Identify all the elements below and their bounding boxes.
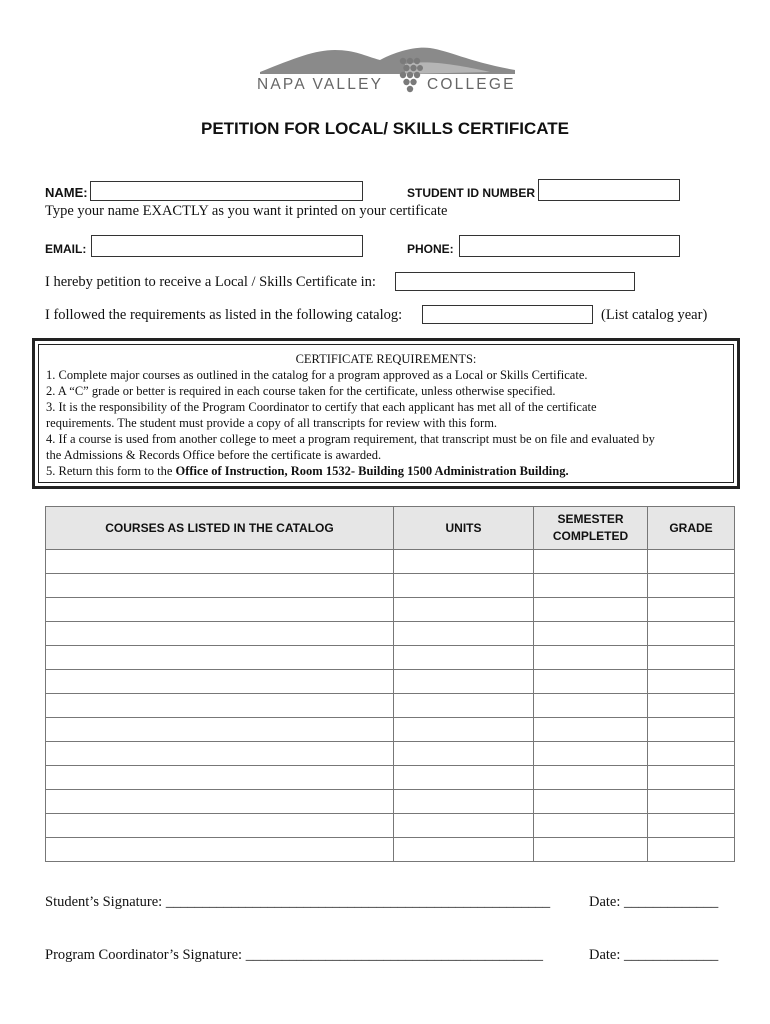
requirement-5-location: Office of Instruction, Room 1532- Building 1500 Administration Building. [175,464,569,478]
student-id-field[interactable] [538,179,680,201]
table-row [46,790,735,814]
semester-cell[interactable] [534,838,648,862]
units-cell[interactable] [394,814,534,838]
student-date-row [589,894,718,911]
units-cell[interactable] [394,766,534,790]
course-cell[interactable] [46,766,394,790]
course-cell[interactable] [46,790,394,814]
coordinator-signature-line[interactable]: _________________________________________ [245,947,543,963]
requirements-box [32,338,740,489]
course-rows [46,550,735,862]
semester-cell[interactable] [534,646,648,670]
email-field[interactable] [91,235,363,257]
table-row [46,622,735,646]
units-cell[interactable] [394,574,534,598]
table-header-row [46,507,735,550]
units-cell[interactable] [394,550,534,574]
semester-cell[interactable] [534,718,648,742]
semester-cell[interactable] [534,766,648,790]
student-signature-row [45,894,550,911]
page-title: PETITION FOR LOCAL/ SKILLS CERTIFICATE [200,119,569,138]
course-cell[interactable] [46,694,394,718]
table-row [46,550,735,574]
requirement-4a: 4. If a course is used from another college to meet a program requirement, that transcript must be on file and evaluated by [46,432,655,446]
course-cell[interactable] [46,838,394,862]
header-semester [534,507,648,550]
units-cell[interactable] [394,646,534,670]
logo-text-left: NAPA VALLEY [257,76,384,93]
grade-cell[interactable] [648,814,735,838]
grade-cell[interactable] [648,550,735,574]
name-hint: Type your name EXACTLY as you want it printed on your certificate [45,203,448,219]
semester-cell[interactable] [534,694,648,718]
units-cell[interactable] [394,622,534,646]
student-date-line[interactable]: _____________ [624,894,719,910]
email-label: EMAIL: [45,242,87,256]
petition-text: I hereby petition to receive a Local / Skills Certificate in: [45,274,376,290]
units-cell[interactable] [394,838,534,862]
requirement-3b: requirements. The student must provide a copy of all transcripts for review with this form. [46,416,498,430]
catalog-year-field[interactable] [422,305,593,324]
grade-cell[interactable] [648,574,735,598]
phone-label: PHONE: [407,242,454,256]
header-grade: GRADE [648,507,735,550]
units-cell[interactable] [394,598,534,622]
course-cell[interactable] [46,742,394,766]
header-courses: COURSES AS LISTED IN THE CATALOG [46,507,394,550]
course-cell[interactable] [46,814,394,838]
grade-cell[interactable] [648,622,735,646]
grade-cell[interactable] [648,646,735,670]
course-cell[interactable] [46,574,394,598]
grade-cell[interactable] [648,766,735,790]
table-row [46,838,735,862]
units-cell[interactable] [394,742,534,766]
units-cell[interactable] [394,718,534,742]
table-row [46,598,735,622]
grade-cell[interactable] [648,694,735,718]
table-row [46,694,735,718]
course-cell[interactable] [46,670,394,694]
requirement-4b: the Admissions & Records Office before the certificate is awarded. [46,448,382,462]
header-semester-line2: COMPLETED [552,529,629,543]
grade-cell[interactable] [648,790,735,814]
student-signature-line[interactable]: _____________________________________________________ [165,894,551,910]
semester-cell[interactable] [534,814,648,838]
name-field[interactable] [90,181,363,201]
semester-cell[interactable] [534,790,648,814]
requirement-2: 2. A “C” grade or better is required in each course taken for the certificate, unless otherwise specified. [46,384,556,398]
requirements-heading: CERTIFICATE REQUIREMENTS: [295,352,477,366]
table-row [46,742,735,766]
coordinator-signature-row [45,947,543,964]
courses-table [45,506,735,862]
coordinator-date-line[interactable]: _____________ [624,947,719,963]
units-cell[interactable] [394,670,534,694]
semester-cell[interactable] [534,670,648,694]
semester-cell[interactable] [534,622,648,646]
coordinator-date-label: Date: [589,947,621,963]
units-cell[interactable] [394,790,534,814]
requirement-5 [46,463,569,479]
grade-cell[interactable] [648,598,735,622]
requirement-1: 1. Complete major courses as outlined in the catalog for a program approved as a Local or Skills Certificate. [46,368,588,382]
course-cell[interactable] [46,718,394,742]
table-row [46,670,735,694]
semester-cell[interactable] [534,598,648,622]
course-cell[interactable] [46,598,394,622]
name-label: NAME: [45,185,88,200]
semester-cell[interactable] [534,550,648,574]
student-id-label: STUDENT ID NUMBER [407,186,535,200]
course-cell[interactable] [46,646,394,670]
semester-cell[interactable] [534,574,648,598]
table-row [46,814,735,838]
coordinator-signature-label: Program Coordinator’s Signature: [45,947,243,963]
catalog-text: I followed the requirements as listed in the following catalog: [45,307,403,323]
grape-cluster-icon [398,55,424,97]
student-date-label: Date: [589,894,621,910]
header-semester-line1: SEMESTER [557,512,624,526]
semester-cell[interactable] [534,742,648,766]
table-row [46,574,735,598]
requirement-5-prefix: 5. Return this form to the [46,464,176,478]
course-cell[interactable] [46,622,394,646]
header-units: UNITS [394,507,534,550]
logo-text-right: COLLEGE [427,76,516,93]
grade-cell[interactable] [648,838,735,862]
phone-field[interactable] [459,235,680,257]
units-cell[interactable] [394,694,534,718]
table-row [46,766,735,790]
course-cell[interactable] [46,550,394,574]
student-signature-label: Student’s Signature: [45,894,163,910]
catalog-hint: (List catalog year) [601,307,708,323]
grade-cell[interactable] [648,718,735,742]
table-row [46,646,735,670]
table-row [46,718,735,742]
coordinator-date-row [589,947,718,964]
grade-cell[interactable] [648,670,735,694]
certificate-field[interactable] [395,272,635,291]
grade-cell[interactable] [648,742,735,766]
requirement-3a: 3. It is the responsibility of the Program Coordinator to certify that each applicant has met all of the certificate [46,400,597,414]
